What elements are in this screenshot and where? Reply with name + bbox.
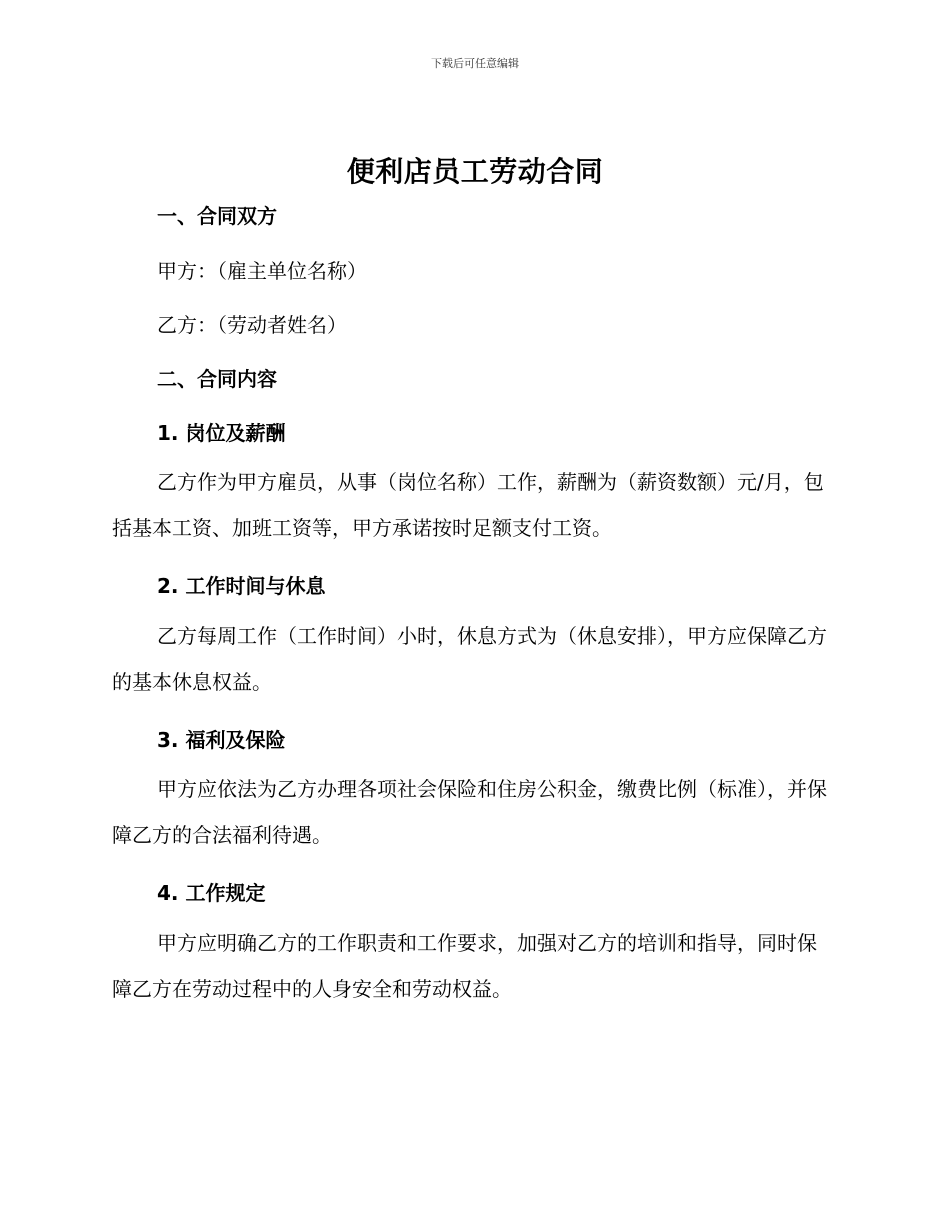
section-heading-parties: 一、合同双方 [157,204,277,228]
document-title: 便利店员工劳动合同 [346,155,604,188]
clause-body-work-rules: 甲方应明确乙方的工作职责和工作要求，加强对乙方的培训和指导，同时保障乙方在劳动过程中的人身安全和劳动权益。 [112,931,817,1001]
clause-heading-work-rules: 4. 工作规定 [157,881,266,905]
clause-body-position-salary: 乙方作为甲方雇员，从事（岗位名称）工作，薪酬为（薪资数额）元/月，包括基本工资、加班工资等，甲方承诺按时足额支付工资。 [112,470,824,540]
clause-body-work-hours: 乙方每周工作（工作时间）小时，休息方式为（休息安排），甲方应保障乙方的基本休息权益。 [112,624,827,694]
clause-body-benefits: 甲方应依法为乙方办理各项社会保险和住房公积金，缴费比例（标准），并保障乙方的合法福利待遇。 [112,777,827,847]
party-a-line: 甲方：（雇主单位名称） [157,259,367,283]
section-heading-content: 二、合同内容 [157,367,277,391]
clause-heading-position-salary: 1. 岗位及薪酬 [157,421,286,445]
clause-heading-work-hours: 2. 工作时间与休息 [157,574,326,598]
party-b-line: 乙方：（劳动者姓名） [157,313,347,337]
header-note: 下载后可任意编辑 [431,57,519,70]
clause-heading-benefits: 3. 福利及保险 [157,728,286,752]
